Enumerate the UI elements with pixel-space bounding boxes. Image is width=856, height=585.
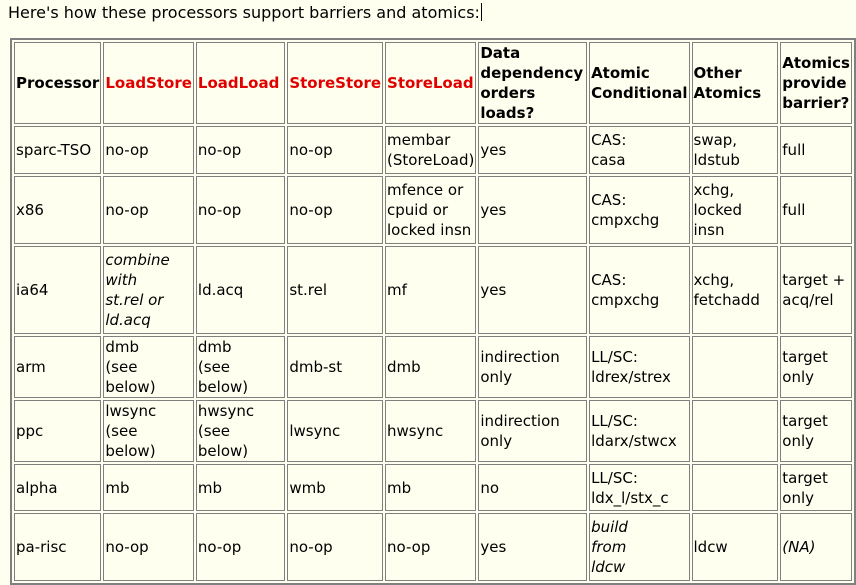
cell-text: full <box>782 201 806 219</box>
cell-text: mfence or cpuid or locked insn <box>387 181 472 239</box>
cell-text: no-op <box>197 538 242 556</box>
cell-text: dmb (see below) <box>197 338 249 396</box>
table-cell <box>692 246 779 334</box>
table-cell <box>692 513 779 581</box>
table-cell <box>780 126 852 174</box>
cell-text: no-op <box>289 538 333 556</box>
table-cell <box>103 464 194 511</box>
header-text: Other Atomics <box>693 64 762 102</box>
table-cell <box>385 400 476 462</box>
header-text: LoadLoad <box>197 74 280 92</box>
cell-text: mf <box>387 281 407 299</box>
cell-text: LL/SC: ldx_l/stx_c <box>591 468 669 507</box>
table-cell <box>780 513 852 581</box>
header-processor <box>14 42 101 124</box>
cell-text: no-op <box>197 201 242 219</box>
cell-text: build from ldcw <box>591 518 628 576</box>
cell-text: no-op <box>289 141 333 159</box>
cell-text: xchg, fetchadd <box>693 271 760 309</box>
cell-text: arm <box>16 358 46 376</box>
cell-text: no-op <box>197 141 242 159</box>
table-cell <box>478 464 587 511</box>
cell-text: wmb <box>289 478 326 497</box>
cell-text: ia64 <box>16 281 49 299</box>
table-cell <box>692 176 779 244</box>
cell-text: yes <box>480 538 507 556</box>
cell-text: hwsync (see below) <box>197 402 255 460</box>
text-caret <box>481 3 482 21</box>
table-cell <box>385 176 476 244</box>
table-cell <box>692 464 779 511</box>
table-row <box>14 464 852 511</box>
table-cell <box>385 513 476 581</box>
cell-text: swap, ldstub <box>693 131 740 169</box>
table-row <box>14 400 852 462</box>
cell-text: target only <box>782 348 828 386</box>
table-cell <box>103 126 194 174</box>
cell-text: no <box>480 478 500 497</box>
header-text: Processor <box>16 74 100 92</box>
table-cell <box>14 464 101 511</box>
table-cell <box>478 513 587 581</box>
table-header-row <box>14 42 852 124</box>
header-storestore <box>287 42 383 124</box>
table-cell <box>196 464 285 511</box>
cell-text: indirection only <box>480 348 560 386</box>
table-cell <box>478 246 587 334</box>
table-cell <box>780 176 852 244</box>
cell-text: yes <box>480 281 507 299</box>
cell-text: (NA) <box>782 538 816 556</box>
cell-text: full <box>782 141 806 159</box>
table-cell <box>196 513 285 581</box>
header-text: Atomics provide barrier? <box>782 54 850 112</box>
table-cell <box>196 176 285 244</box>
table-cell <box>14 513 101 581</box>
cell-text: LL/SC: ldarx/stwcx <box>591 412 677 450</box>
cell-text: pa-risc <box>16 538 67 556</box>
table-cell <box>692 336 779 398</box>
cell-text: dmb <box>387 358 421 376</box>
table-cell <box>287 400 383 462</box>
header-loadload <box>196 42 285 124</box>
table-cell <box>385 246 476 334</box>
intro-text-content: Here's how these processors support barriers and atomics: <box>8 3 480 22</box>
cell-text: yes <box>480 141 507 159</box>
table-cell <box>780 400 852 462</box>
cell-text: target + acq/rel <box>782 271 846 309</box>
table-cell <box>385 126 476 174</box>
header-text: StoreLoad <box>387 74 474 92</box>
cell-text: dmb-st <box>289 358 343 376</box>
table-cell <box>196 400 285 462</box>
cell-text: mb <box>387 478 412 497</box>
cell-text: ldcw <box>693 538 728 556</box>
header-atomics-barrier <box>780 42 852 124</box>
table-cell <box>589 336 689 398</box>
table-row <box>14 126 852 174</box>
table-cell <box>14 336 101 398</box>
table-row <box>14 176 852 244</box>
cell-text: no-op <box>105 538 149 556</box>
table-cell <box>478 176 587 244</box>
cell-text: alpha <box>16 478 58 497</box>
cell-text: ppc <box>16 422 44 440</box>
table-cell <box>196 126 285 174</box>
intro-text <box>8 2 482 24</box>
cell-text: lwsync <box>289 422 341 440</box>
table-cell <box>287 246 383 334</box>
table-cell <box>287 336 383 398</box>
header-data-dependency <box>478 42 587 124</box>
table-cell <box>589 246 689 334</box>
table-cell <box>589 513 689 581</box>
cell-text: mb <box>197 478 223 497</box>
table-cell <box>14 246 101 334</box>
header-atomic-conditional <box>589 42 689 124</box>
cell-text: CAS: cmpxchg <box>591 191 660 229</box>
header-text: Data dependency orders loads? <box>480 44 584 122</box>
table-cell <box>287 176 383 244</box>
cell-text: target only <box>782 468 828 507</box>
cell-text: xchg, locked insn <box>693 181 742 239</box>
header-other-atomics <box>692 42 779 124</box>
table-cell <box>589 400 689 462</box>
cell-text: lwsync (see below) <box>105 402 157 460</box>
table-cell <box>103 246 194 334</box>
table-cell <box>287 126 383 174</box>
table-cell <box>385 336 476 398</box>
table-cell <box>780 464 852 511</box>
table-cell <box>478 126 587 174</box>
header-text: Atomic Conditional <box>591 64 688 102</box>
table-cell <box>196 246 285 334</box>
table-row <box>14 513 852 581</box>
table-cell <box>385 464 476 511</box>
table-cell <box>692 400 779 462</box>
table-cell <box>103 176 194 244</box>
cell-text: combine with st.rel or ld.acq <box>105 251 170 329</box>
table-cell <box>196 336 285 398</box>
cell-text: yes <box>480 201 507 219</box>
table-cell <box>589 464 689 511</box>
table-cell <box>14 126 101 174</box>
table-cell <box>103 513 194 581</box>
table-row <box>14 246 852 334</box>
cell-text: target only <box>782 412 828 450</box>
table-cell <box>589 176 689 244</box>
cell-text: no-op <box>105 201 149 219</box>
cell-text: mb <box>105 478 130 497</box>
cell-text: x86 <box>16 201 44 219</box>
table-cell <box>780 246 852 334</box>
cell-text: CAS: cmpxchg <box>591 271 660 309</box>
table-cell <box>14 176 101 244</box>
cell-text: hwsync <box>387 422 444 440</box>
table-cell <box>103 400 194 462</box>
cell-text: no-op <box>387 538 431 556</box>
cell-text: LL/SC: ldrex/strex <box>591 348 671 386</box>
header-text: StoreStore <box>289 74 382 92</box>
table-cell <box>287 513 383 581</box>
table-cell <box>478 400 587 462</box>
cell-text: CAS: casa <box>591 131 627 169</box>
cell-text: ld.acq <box>197 281 244 299</box>
table-cell <box>103 336 194 398</box>
cell-text: st.rel <box>289 281 328 299</box>
table-cell <box>780 336 852 398</box>
barriers-atomics-table <box>10 38 856 585</box>
table-cell <box>287 464 383 511</box>
header-storeload <box>385 42 476 124</box>
table-cell <box>589 126 689 174</box>
cell-text: membar (StoreLoad) <box>387 131 475 169</box>
table-cell <box>14 400 101 462</box>
cell-text: no-op <box>105 141 149 159</box>
table-cell <box>478 336 587 398</box>
cell-text: indirection only <box>480 412 560 450</box>
table-cell <box>692 126 779 174</box>
header-text: LoadStore <box>105 74 192 92</box>
cell-text: no-op <box>289 201 333 219</box>
cell-text: sparc-TSO <box>16 141 92 159</box>
header-loadstore <box>103 42 194 124</box>
table-row <box>14 336 852 398</box>
cell-text: dmb (see below) <box>105 338 156 396</box>
